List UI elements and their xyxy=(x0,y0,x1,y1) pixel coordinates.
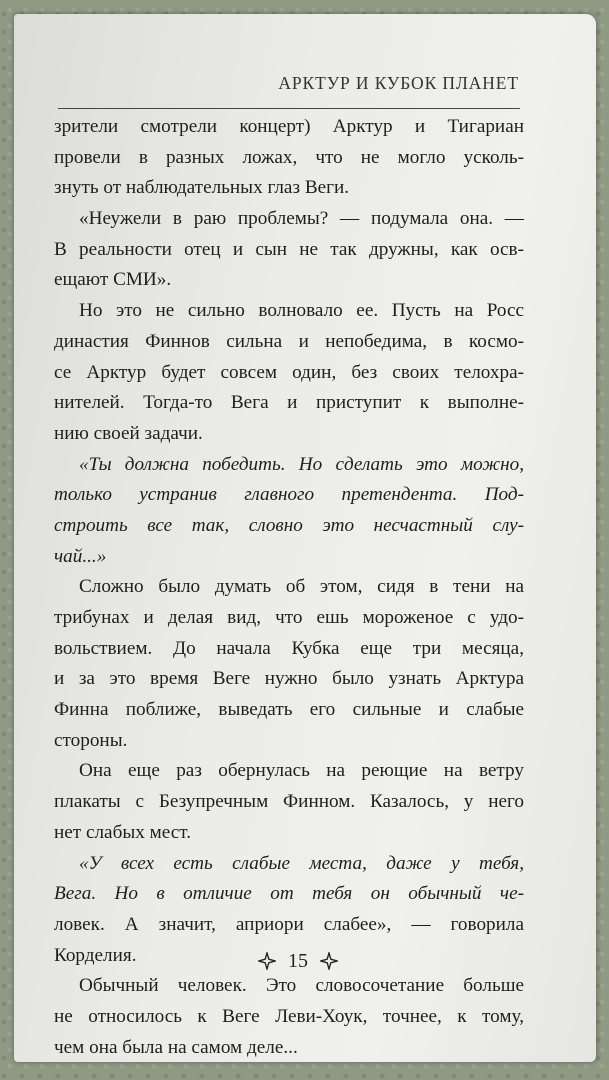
text-line: чай...» xyxy=(54,545,107,567)
text-line: зрители смотрели концерт) Арктур и Тигариан xyxy=(54,116,524,137)
text-line: нию своей задачи. xyxy=(54,422,203,444)
running-head: АРКТУР И КУБОК ПЛАНЕТ xyxy=(278,73,519,93)
text-line: вольствием. До начала Кубка еще три месяца, xyxy=(54,637,524,659)
text-line: династия Финнов сильна и непобедима, в космо- xyxy=(54,330,524,352)
text-line: Корделия. xyxy=(54,944,137,966)
text-line: «Неужели в раю проблемы? — подумала она. — xyxy=(79,208,524,230)
text-line: строить все так, словно это несчастный слу- xyxy=(54,514,524,536)
text-line: «Ты должна победить. Но сделать это можно, xyxy=(79,453,524,475)
text-line: Обычный человек. Это словосочетание больше xyxy=(79,975,524,997)
text-line: только устранив главного претендента. Под- xyxy=(54,484,524,506)
text-line: провели в разных ложах, что не могло усколь- xyxy=(54,146,524,168)
text-line: стороны. xyxy=(54,729,128,751)
text-line: нителей. Тогда-то Вега и приступит к выполне- xyxy=(54,392,524,414)
text-line: ещают СМИ». xyxy=(54,269,172,291)
page-number: 15 xyxy=(288,949,308,972)
text-line: знуть от наблюдательных глаз Веги. xyxy=(54,177,350,199)
text-line: чем она была на самом деле... xyxy=(54,1036,298,1058)
text-line: «У всех есть слабые места, даже у тебя, xyxy=(79,852,524,874)
text-line: Финна поближе, выведать его сильные и слабые xyxy=(54,699,524,721)
text-line: плакаты с Безупречным Финном. Казалось, у него xyxy=(54,791,524,813)
text-line: ловек. А значит, априори слабее», — говорила xyxy=(54,913,524,935)
header-rule xyxy=(58,108,520,109)
text-line: нет слабых мест. xyxy=(54,821,192,843)
four-point-star-ornament-icon xyxy=(258,952,276,970)
body-text xyxy=(54,112,524,1062)
four-point-star-ornament-icon xyxy=(320,952,338,970)
book-page xyxy=(14,14,596,1062)
page-footer xyxy=(238,946,358,976)
text-line: Вега. Но в отличие от тебя он обычный че- xyxy=(54,883,524,905)
text-line: Сложно было думать об этом, сидя в тени на xyxy=(79,576,524,598)
text-line: се Арктур будет совсем один, без своих телохра- xyxy=(54,361,524,383)
text-line: не относилось к Веге Леви-Хоук, точнее, к тому, xyxy=(54,1005,524,1027)
text-line: трибунах и делая вид, что ешь мороженое с удо- xyxy=(54,607,524,628)
text-line: и за это время Веге нужно было узнать Арктура xyxy=(54,668,524,690)
text-line: В реальности отец и сын не так дружны, как осв- xyxy=(54,238,524,260)
text-line: Она еще раз обернулась на реющие на ветру xyxy=(79,760,524,782)
text-line: Но это не сильно волновало ее. Пусть на Росс xyxy=(79,300,524,322)
